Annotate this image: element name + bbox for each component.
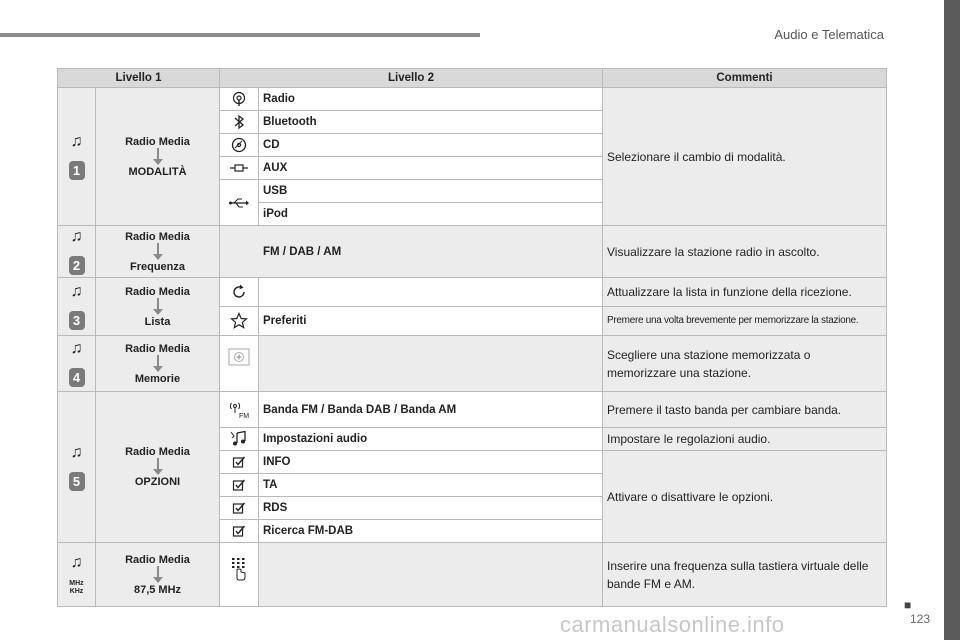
icon-cell [220, 88, 259, 111]
level1-cell [96, 392, 220, 543]
comment-cell: Scegliere una stazione memorizzata o memorizzare una stazione. [603, 336, 887, 392]
table-row [58, 226, 887, 278]
table-row [58, 88, 887, 111]
music-note-icon: ♫ [70, 228, 83, 245]
icon-cell [220, 111, 259, 134]
level1-subtitle: MODALITÀ [128, 165, 187, 178]
header-livello-2: Livello 2 [220, 69, 603, 88]
arrow-down-icon [100, 298, 215, 316]
icon-cell [220, 520, 259, 543]
level1-title: Radio Media [125, 342, 190, 355]
level1-title: Radio Media [125, 446, 190, 458]
aux-icon [229, 163, 249, 173]
section-1-marker [58, 88, 96, 226]
icon-cell [220, 134, 259, 157]
section-3-marker [58, 278, 96, 336]
level1-cell [96, 336, 220, 392]
icon-cell [220, 497, 259, 520]
level1-title: Radio Media [125, 285, 190, 298]
radio-icon [231, 91, 247, 107]
level1-cell [96, 543, 220, 607]
page-marker: ■ [904, 598, 912, 612]
level1-title: Radio Media [125, 553, 190, 566]
table-row [58, 336, 887, 392]
icon-cell [220, 392, 259, 428]
memory-icon [228, 348, 250, 366]
section-number-badge: 5 [69, 472, 85, 491]
icon-cell [220, 543, 259, 607]
level1-cell [96, 278, 220, 336]
section-number-badge: 4 [69, 368, 85, 387]
comment-cell: Visualizzare la stazione radio in ascolto. [603, 226, 887, 278]
level2-label: Bluetooth [259, 111, 603, 134]
level1-title: Radio Media [125, 135, 190, 148]
level2-label-empty [259, 336, 603, 392]
star-icon [230, 312, 248, 330]
comment-cell: Premere il tasto banda per cambiare banda. [603, 392, 887, 428]
level2-label: CD [259, 134, 603, 157]
level1-title: Radio Media [125, 230, 190, 243]
comment-cell: Inserire una frequenza sulla tastiera virtuale delle bande FM e AM. [603, 543, 887, 607]
section-6-marker [58, 543, 96, 607]
table-row [58, 392, 887, 428]
arrow-down-icon [100, 458, 215, 476]
checkbox-icon [232, 524, 246, 538]
edge-strip [944, 0, 960, 640]
music-note-icon: ♫ [70, 340, 83, 357]
level2-label: Ricerca FM-DAB [259, 520, 603, 543]
music-note-icon: ♫ [70, 133, 83, 150]
cd-icon [231, 137, 247, 153]
icon-cell [220, 307, 259, 336]
section-2-marker [58, 226, 96, 278]
icon-cell [220, 157, 259, 180]
level1-subtitle: Lista [144, 315, 171, 328]
comment-cell: Selezionare il cambio di modalità. [603, 88, 887, 226]
level2-label: INFO [259, 451, 603, 474]
music-note-icon: ♫ [70, 553, 83, 571]
checkbox-icon [232, 455, 246, 469]
level1-subtitle: Frequenza [129, 260, 185, 273]
arrow-down-icon [100, 566, 215, 584]
refresh-icon [230, 283, 248, 301]
level2-label: Impostazioni audio [259, 428, 603, 451]
level2-label: TA [259, 474, 603, 497]
section-number-badge: 2 [69, 256, 85, 275]
arrow-down-icon [100, 243, 215, 261]
comment-cell: Attualizzare la lista in funzione della ricezione. [603, 278, 887, 307]
level1-cell [96, 88, 220, 226]
level2-label: Banda FM / Banda DAB / Banda AM [259, 392, 603, 428]
icon-cell [220, 336, 259, 392]
arrow-down-icon [100, 148, 215, 166]
comment-cell: Premere una volta brevemente per memorizzare la stazione. [603, 307, 887, 336]
section-number-badge: 1 [69, 161, 85, 180]
section-number-badge: 3 [69, 311, 85, 330]
checkbox-icon [232, 478, 246, 492]
icon-cell [220, 474, 259, 497]
comment-cell: Impostare le regolazioni audio. [603, 428, 887, 451]
level2-label: FM / DAB / AM [220, 226, 603, 278]
header-livello-1: Livello 1 [58, 69, 220, 88]
level1-subtitle: Memorie [134, 372, 181, 385]
table-row [58, 543, 887, 607]
music-note-icon: ♫ [70, 283, 83, 300]
icon-cell [220, 278, 259, 307]
usb-icon [229, 197, 249, 209]
svg-text:FM: FM [239, 412, 250, 420]
header-rule [0, 33, 480, 37]
level1-subtitle: 87,5 MHz [133, 583, 182, 596]
section-5-marker [58, 392, 96, 543]
level2-label-empty [259, 543, 603, 607]
watermark: carmanualsonline.info [560, 612, 785, 637]
table-row [58, 278, 887, 307]
level1-subtitle: OPZIONI [134, 476, 181, 488]
menu-table [57, 68, 887, 607]
level2-label: iPod [259, 203, 603, 226]
section-4-marker [58, 336, 96, 392]
level2-label: Radio [259, 88, 603, 111]
level2-label [259, 278, 603, 307]
icon-cell [220, 451, 259, 474]
comment-cell: Attivare o disattivare le opzioni. [603, 451, 887, 543]
icon-cell [220, 428, 259, 451]
level1-cell [96, 226, 220, 278]
bluetooth-icon [233, 114, 245, 130]
checkbox-icon [232, 501, 246, 515]
level2-label: USB [259, 180, 603, 203]
mhz-khz-label: MHz KHz [69, 579, 84, 595]
page-header-title: Audio e Telematica [774, 27, 884, 42]
icon-cell [220, 180, 259, 226]
audio-settings-icon [230, 430, 248, 448]
keypad-icon [229, 557, 249, 581]
level2-label: RDS [259, 497, 603, 520]
page-number: 123 [910, 612, 931, 626]
header-commenti: Commenti [603, 69, 887, 88]
music-note-icon: ♫ [70, 443, 83, 461]
arrow-down-icon [100, 355, 215, 373]
level2-label: AUX [259, 157, 603, 180]
fm-band-icon [228, 400, 250, 420]
level2-label: Preferiti [259, 307, 603, 336]
table-header-row [58, 69, 887, 88]
